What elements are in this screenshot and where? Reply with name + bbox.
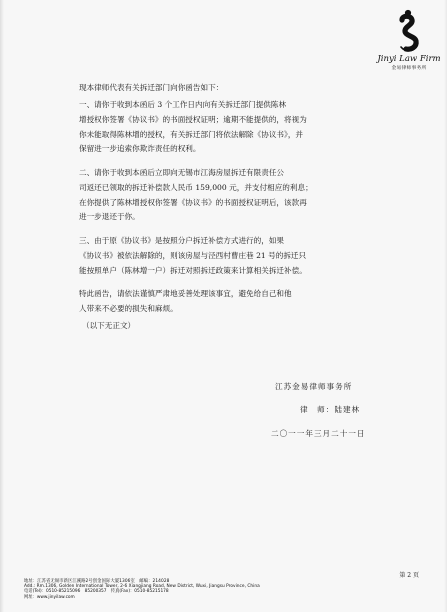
- opening-line: 现本律师代表有关拆迁部门向你函告如下：: [79, 83, 224, 92]
- paragraph-3-line-3: 能按照单户（陈林增一户）拆迁对照拆迁政策来计算相关拆迁补偿。: [79, 265, 307, 275]
- paragraph-3: [79, 234, 307, 278]
- logo-name: Jinyi Law Firm: [377, 54, 441, 64]
- logo-mark-icon: [395, 8, 421, 54]
- paragraph-2-line-2: 司返还已领取的拆迁补偿款人民币 159,000 元，并支付相应的利息；: [79, 182, 313, 192]
- law-firm-logo: [377, 8, 441, 76]
- paragraph-1-line-4: 保留进一步追索你欺诈责任的权利。: [79, 144, 201, 154]
- paragraph-4-line-1: 特此函告，请依法谨慎严肃地妥善处理该事宜，避免给自己和他: [79, 289, 292, 298]
- paragraph-3-line-1: 三、由于原《协议书》是按照分户拆迁补偿方式进行的，如果: [79, 236, 285, 245]
- paragraph-1-line-2: 增授权你签署《协议书》的书面授权证明；逾期不能提供的，将视为: [79, 114, 307, 124]
- firm-name: 江苏金易律师事务所: [275, 382, 353, 391]
- footer-address-en: Add.: Rm.1306, Golden International Tower, 2-6 Xiangjiang Road, New District, Wuxi, Jiangsu Province, China: [24, 584, 260, 590]
- paragraph-1-line-3: 你未能取得陈林增的授权，有关拆迁部门将依法解除《协议书》，并: [79, 129, 304, 139]
- lawyer-name: 律 师：陆建林: [300, 405, 361, 414]
- paragraph-2-line-3: 在你提供了陈林增授权你签署《协议书》的书面授权证明后，该款再: [79, 197, 307, 207]
- paragraph-2-line-4: 进一步退还于你。: [79, 212, 140, 222]
- page-number: 第 2 页: [399, 572, 419, 579]
- letter-date: 二〇一一年三月二十一日: [271, 429, 366, 438]
- paragraph-1: [79, 98, 307, 157]
- paragraph-4: [79, 287, 292, 317]
- footer-phone-fax: 电话(Tel)：0510-85215096 85200357 传真(Fax)：0510-85215178: [24, 589, 169, 595]
- paragraph-2-line-1: 二、请你于收到本函后立即向无锡市江海房屋拆迁有限责任公: [79, 168, 285, 177]
- footer-website: 网址：www.jinyilaw.com: [24, 594, 75, 600]
- logo-subtitle: 金易律师事务所: [391, 66, 427, 71]
- end-note: （以下无正文）: [82, 321, 136, 330]
- scan-edge-left: [0, 0, 4, 612]
- footer-address-cn: 地址：江苏省无锡市新区江溪路2号创金国际大厦1306室 邮编：214028: [24, 579, 170, 584]
- paragraph-2: [79, 166, 313, 225]
- paragraph-4-line-2: 人带来不必要的损失和麻烦。: [79, 303, 178, 313]
- letterhead-footer: [24, 579, 260, 600]
- paragraph-3-line-2: 《协议书》被依法解除的，则该房屋与泾西村曹庄巷 21 号的拆迁只: [79, 250, 307, 260]
- paragraph-1-line-1: 一、请你于收到本函后 3 个工作日内向有关拆迁部门提供陈林: [79, 100, 287, 109]
